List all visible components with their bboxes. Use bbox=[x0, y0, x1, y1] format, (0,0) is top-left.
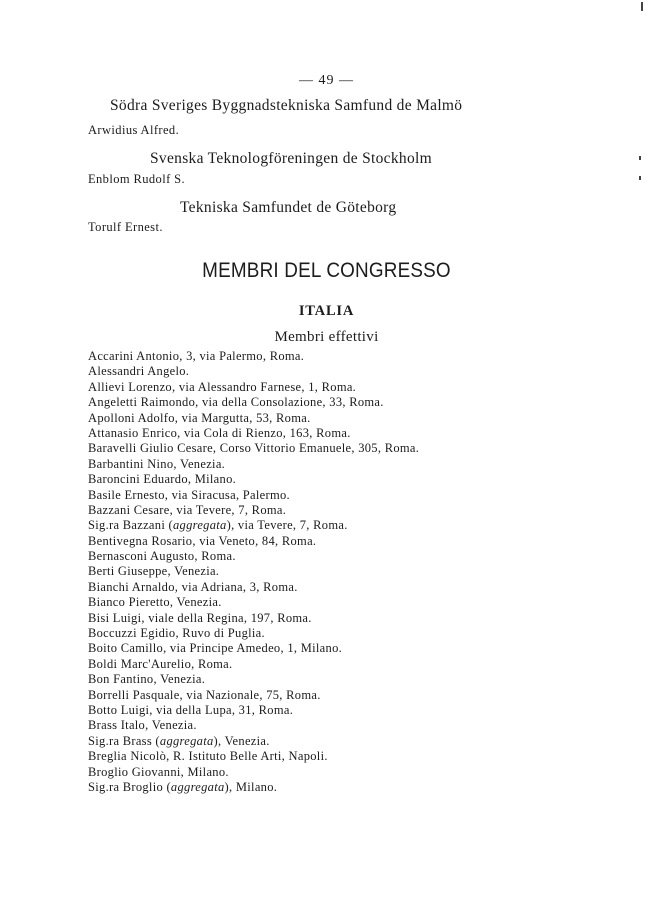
member-entry bbox=[88, 534, 628, 549]
society-name: Svenska Teknologföreningen de Stockholm bbox=[150, 150, 432, 167]
member-text: Allievi Lorenzo, via Alessandro Farnese, 1, Roma. bbox=[88, 379, 357, 394]
member-text: Boito Camillo, via Principe Amedeo, 1, Milano. bbox=[88, 641, 343, 656]
society-name: Södra Sveriges Byggnadstekniska Samfund de Malmö bbox=[110, 97, 463, 114]
member-entry bbox=[88, 395, 628, 410]
member-entry bbox=[88, 641, 628, 656]
member-text: ), via Tevere, 7, Roma. bbox=[226, 518, 348, 533]
page-edge-mark bbox=[641, 2, 643, 11]
member-entry bbox=[88, 780, 628, 795]
member-text: Alessandri Angelo. bbox=[88, 364, 190, 379]
member-entry bbox=[88, 364, 628, 379]
member-text: Bon Fantino, Venezia. bbox=[88, 672, 206, 687]
member-text: Sig.ra Brass ( bbox=[88, 733, 160, 748]
member-text: Bentivegna Rosario, via Veneto, 84, Roma. bbox=[88, 533, 317, 548]
page-edge-mark bbox=[639, 176, 641, 180]
member-entry bbox=[88, 349, 628, 364]
member-entry bbox=[88, 672, 628, 687]
member-entry bbox=[88, 549, 628, 564]
member-entry bbox=[88, 611, 628, 626]
member-text: Accarini Antonio, 3, via Palermo, Roma. bbox=[88, 349, 305, 363]
member-entry bbox=[88, 518, 628, 533]
member-entry bbox=[88, 749, 628, 764]
member-text: Attanasio Enrico, via Cola di Rienzo, 163, Roma. bbox=[88, 425, 351, 440]
member-list bbox=[88, 349, 628, 795]
member-text: Berti Giuseppe, Venezia. bbox=[88, 564, 220, 579]
member-entry bbox=[88, 765, 628, 780]
member-text: Broglio Giovanni, Milano. bbox=[88, 764, 229, 779]
member-text: ), Milano. bbox=[224, 779, 278, 794]
page-number: — 49 — bbox=[299, 73, 354, 88]
page-edge-mark bbox=[639, 156, 641, 160]
member-entry bbox=[88, 564, 628, 579]
country-heading: ITALIA bbox=[298, 303, 355, 319]
member-text: Boldi Marc'Aurelio, Roma. bbox=[88, 656, 233, 671]
member-text: Boccuzzi Egidio, Ruvo di Puglia. bbox=[88, 626, 265, 641]
member-text: Breglia Nicolò, R. Istituto Belle Arti, Napoli. bbox=[88, 749, 328, 764]
member-entry bbox=[88, 441, 628, 456]
member-entry bbox=[88, 688, 628, 703]
member-text: Borrelli Pasquale, via Nazionale, 75, Roma. bbox=[88, 687, 321, 702]
member-text: Sig.ra Broglio ( bbox=[88, 779, 171, 794]
category-heading: Membri effettivi bbox=[274, 329, 379, 345]
member-entry bbox=[88, 411, 628, 426]
member-text: Botto Luigi, via della Lupa, 31, Roma. bbox=[88, 702, 294, 717]
member-text: Bianchi Arnaldo, via Adriana, 3, Roma. bbox=[88, 579, 298, 594]
member-text: Baravelli Giulio Cesare, Corso Vittorio Emanuele, 305, Roma. bbox=[88, 441, 420, 456]
member-entry bbox=[88, 734, 628, 749]
society-name: Tekniska Samfundet de Göteborg bbox=[180, 199, 397, 216]
member-role: aggregata bbox=[159, 733, 214, 748]
member-text: Sig.ra Bazzani ( bbox=[88, 518, 173, 533]
member-text: Angeletti Raimondo, via della Consolazione, 33, Roma. bbox=[88, 395, 384, 410]
member-text: Bisi Luigi, viale della Regina, 197, Roma. bbox=[88, 610, 312, 625]
member-text: Bernasconi Augusto, Roma. bbox=[88, 549, 236, 564]
member-text: Basile Ernesto, via Siracusa, Palermo. bbox=[88, 487, 290, 502]
member-entry bbox=[88, 657, 628, 672]
member-entry bbox=[88, 457, 628, 472]
member-text: Bazzani Cesare, via Tevere, 7, Roma. bbox=[88, 502, 287, 517]
member-entry bbox=[88, 426, 628, 441]
section-title: MEMBRI DEL CONGRESSO bbox=[202, 259, 451, 282]
member-text: Apolloni Adolfo, via Margutta, 53, Roma. bbox=[88, 410, 311, 425]
member-entry bbox=[88, 472, 628, 487]
member-entry bbox=[88, 380, 628, 395]
society-member: Torulf Ernest. bbox=[88, 220, 163, 234]
society-member: Arwidius Alfred. bbox=[88, 123, 180, 137]
member-entry bbox=[88, 703, 628, 718]
member-entry bbox=[88, 626, 628, 641]
member-entry bbox=[88, 718, 628, 733]
member-text: Brass Italo, Venezia. bbox=[88, 718, 197, 733]
member-role: aggregata bbox=[172, 518, 227, 533]
member-text: Barbantini Nino, Venezia. bbox=[88, 456, 226, 471]
member-text: Bianco Pieretto, Venezia. bbox=[88, 595, 222, 610]
member-entry bbox=[88, 488, 628, 503]
member-text: ), Venezia. bbox=[213, 733, 270, 748]
member-text: Baroncini Eduardo, Milano. bbox=[88, 472, 237, 487]
member-role: aggregata bbox=[170, 779, 225, 794]
member-entry bbox=[88, 580, 628, 595]
member-entry bbox=[88, 595, 628, 610]
society-member: Enblom Rudolf S. bbox=[88, 172, 186, 186]
member-entry bbox=[88, 503, 628, 518]
